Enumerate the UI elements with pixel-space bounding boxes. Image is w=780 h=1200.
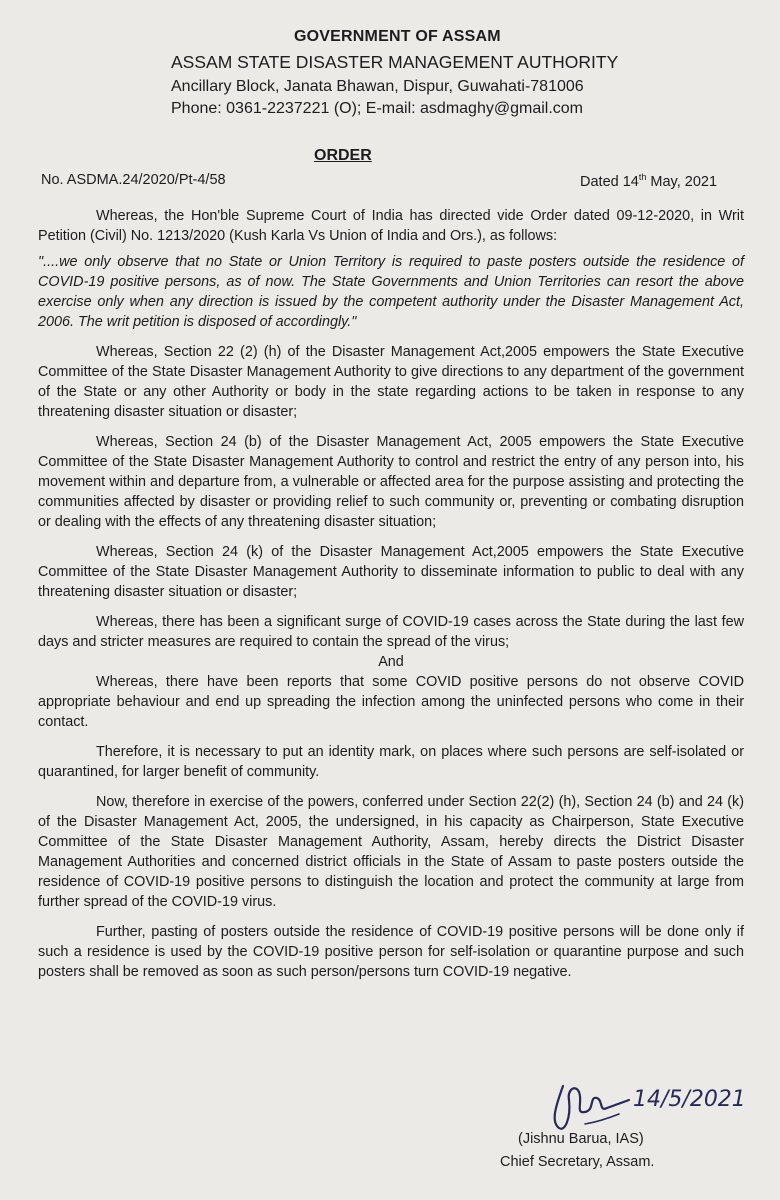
order-title: ORDER (314, 147, 372, 164)
signatory-designation: Chief Secretary, Assam. (500, 1154, 655, 1170)
order-date-suffix: May, 2021 (646, 173, 718, 190)
order-body (38, 206, 744, 982)
paragraph-surge: Whereas, there has been a significant surge of COVID-19 cases across the State during the last few days and stricter measures are required to contain the spread of the virus; (38, 614, 744, 650)
government-name: GOVERNMENT OF ASSAM (294, 28, 501, 45)
order-date-prefix: Dated 14 (580, 173, 639, 190)
handwritten-signature (545, 1078, 765, 1138)
paragraph-identity-mark: Therefore, it is necessary to put an identity mark, on places where such persons are self-isolated or quarantined, for larger benefit of community. (38, 744, 744, 780)
conjunction-and: And (378, 654, 404, 670)
signatory-name: (Jishnu Barua, IAS) (518, 1131, 644, 1147)
authority-contact: Phone: 0361-2237221 (O); E-mail: asdmaghy@gmail.com (171, 100, 583, 117)
paragraph-section-22: Whereas, Section 22 (2) (h) of the Disaster Management Act,2005 empowers the State Executive Committee of the State Disaster Management Authority to give directions to any department of the government of the State or any other Authority or body in the state regarding actions to be taken in response to any threatening disaster situation or disaster; (38, 344, 744, 420)
signature-scribble (545, 1078, 765, 1138)
paragraph-reports: Whereas, there have been reports that some COVID positive persons do not observe COVID appropriate behaviour and end up spreading the infection among the uninfected persons who come in their contact. (38, 674, 744, 730)
paragraph-section-24k: Whereas, Section 24 (k) of the Disaster Management Act,2005 empowers the State Executive Committee of the State Disaster Management Authority to disseminate information to public to deal with any threatening disaster situation or disaster; (38, 544, 744, 600)
authority-name: ASSAM STATE DISASTER MANAGEMENT AUTHORITY (171, 52, 619, 72)
order-date-sup: th (638, 172, 647, 182)
paragraph-directive: Now, therefore in exercise of the powers, conferred under Section 22(2) (h), Section 24 (b) and 24 (k) of the Disaster Management Act, 2005, the undersigned, in his capacity as Chairperson, State Executive Committee of the State Disaster Management Authority, Assam, hereby directs the District Disaster Management Authorities and concerned district officials in the State of Assam to paste posters outside the residence of COVID-19 positive persons to distinguish the location and protect the community at large from further spread of the COVID-19 virus. (38, 794, 744, 910)
paragraph-section-24b: Whereas, Section 24 (b) of the Disaster Management Act, 2005 empowers the State Executive Committee of the State Disaster Management Authority to control and restrict the entry of any person into, his movement within and departure from, a vulnerable or affected area for the purpose assisting and protecting the communities affected by disaster or providing relief to such community or, preventing or combating disruption or dealing with the effects of any threatening disaster situation; (38, 434, 744, 530)
quoted-order: "....we only observe that no State or Union Territory is required to paste posters outside the residence of COVID-19 positive persons, as of now. The State Governments and Union Territories can resort the above exercise only when any direction is issued by the competent authority under the Disaster Management Act, 2006. The writ petition is disposed of accordingly." (38, 254, 744, 330)
order-date (580, 172, 717, 190)
signature-date: 14/5/2021 (633, 1087, 746, 1112)
paragraph-supreme-court: Whereas, the Hon'ble Supreme Court of India has directed vide Order dated 09-12-2020, in Writ Petition (Civil) No. 1213/2020 (Kush Karla Vs Union of India and Ors.), as follows: (38, 208, 744, 244)
order-reference-number: No. ASDMA.24/2020/Pt-4/58 (41, 172, 226, 188)
paragraph-further: Further, pasting of posters outside the residence of COVID-19 positive persons will be done only if such a residence is used by the COVID-19 positive person for self-isolation or quarantine purpose and such posters shall be removed as soon as such person/persons turn COVID-19 negative. (38, 924, 744, 980)
authority-address: Ancillary Block, Janata Bhawan, Dispur, Guwahati-781006 (171, 78, 584, 95)
